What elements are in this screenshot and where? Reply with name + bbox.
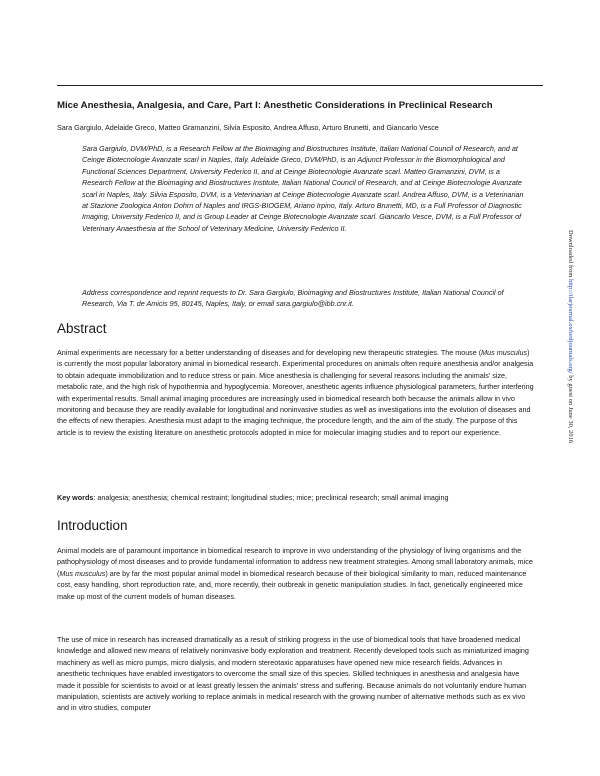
download-suffix: by guest on June 30, 2016 (567, 373, 574, 444)
introduction-paragraph-2: The use of mice in research has increased dramatically as a result of striking progress in the use of biomedical tools that have broadened medical knowledge and allowed new means of relatively noninvasive body exploration and treatment. Recently developed tools such as miniaturized imaging machinery as well as micro pumps, micro dialysis, and modern stereotaxic apparatuses have opened new mice research fields. Advances in anesthetic techniques have enabled investigators to overcome the small size of this species. Skilled techniques in anesthesia and analgesia have made it possible for scientists to avoid or at least greatly lessen the animals' stress and suffering. Because animals do not voluntarily endure human manipulation, scientists are actively working to replace animals in medical research with the growing number of alternative methods such as ex vivo and in vitro studies, computer (57, 635, 529, 713)
journal-link[interactable]: http://ilarjournal.oxfordjournals.org/ (567, 279, 574, 374)
introduction-paragraph-1 (57, 545, 535, 602)
article-title: Mice Anesthesia, Analgesia, and Care, Part I: Anesthetic Considerations in Preclinical Research (57, 100, 493, 111)
introduction-heading: Introduction (57, 518, 128, 533)
header-rule (57, 85, 543, 86)
correspondence-note: Address correspondence and reprint requests to Dr. Sara Gargiulo, Bioimaging and Biostructures Institute, Italian National Council of Research, Via T. de Amicis 95, 80145, Naples, Italy, or email sara.gargiulo@ibb.cnr.it. (82, 288, 504, 309)
keywords-label: Key words (57, 493, 94, 502)
abstract-text (57, 347, 535, 438)
abstract-species: Mus musculus (481, 348, 528, 357)
download-watermark (566, 230, 574, 550)
author-affiliations: Sara Gargiulo, DVM/PhD, is a Research Fellow at the Bioimaging and Biostructures Institute, Italian National Council of Research, and at Ceinge Biotecnologie Avanzate scarl in Naples, Italy. Adelaide Greco, DVM/PhD, is an Adjunct Professor in the Biomorphological and Functional Sciences Department, University Federico II, and at Ceinge Biotecnologie Avanzate scarl. Matteo Gramanzini, DVM, is a Research Fellow at the Bioimaging and Biostructures Institute, Italian National Council of Research, and at Ceinge Biotecnologie Avanzate scarl in Naples, Italy. Silvia Esposito, DVM, is a Veterinarian at Ceinge Biotecnologie Avanzate scarl. Andrea Affuso, DVM, is a Veterinarian at Stazione Zoologica Anton Dohrn of Naples and IRGS-BIOGEM, Ariano Irpino, Italy. Arturo Brunetti, MD, is a Full Professor of Diagnostic Imaging, University Federico II, and is Group Leader at Ceinge Biotecnologie Avanzate scarl. Giancarlo Vesce, DVM, is a Full Professor of Veterinary Anaesthesia at the School of Veterinary Medicine, University Federico II. (82, 144, 524, 233)
keywords-text: : analgesia; anesthesia; chemical restraint; longitudinal studies; mice; preclinical research; small animal imaging (93, 493, 449, 502)
abstract-text-a: Animal experiments are necessary for a better understanding of diseases and for developing new therapeutic strategies. The mouse ( (57, 348, 482, 357)
abstract-heading: Abstract (57, 321, 107, 336)
intro-p1-b: ) are by far the most popular animal model in biomedical research because of their biological similarity to man, reduced maintenance cost, easy handling, short reproduction rate, and, more recently, their outbreak in genetic manipulation studies. In fact, genetically engineered mice make up most of the current models of human diseases. (57, 568, 527, 601)
intro-p1-species: Mus musculus (59, 568, 106, 578)
abstract-text-b: ) is currently the most popular laboratory animal in biomedical research. Experimental procedures on animals often require anesthesia and/or analgesia to obtain adequate immobilization and to reduce stress or pain. Mice anesthesia is challenging for several reasons including the animals' size, metabolic rate, and the high risk of hypothermia and hypoglycemia. Moreover, anesthetic agents influence physiological parameters, further interfering with experimental results. Small animal imaging procedures are increasingly used in biomedical research both because the animals allow in vivo monitoring and because they are readily available for longitudinal and noninvasive studies as well as investigations into the evolution of diseases and the effects of new therapies. Anesthesia must adapt to the imaging technique, the procedure length, and the aim of the study. The purpose of this article is to review the existing literature on anesthetic protocols adopted in mice for molecular imaging studies and to report our experience. (57, 348, 534, 437)
keywords (57, 493, 543, 503)
download-prefix: Downloaded from (567, 230, 574, 280)
intro-p1-a: Animal models are of paramount importance in biomedical research to improve in vivo understanding of the physiology of living organisms and the pathophysiology of most diseases and to provide fundamental information to address new treatment strategies. Among small laboratory animals, mice ( (57, 546, 533, 578)
author-list: Sara Gargiulo, Adelaide Greco, Matteo Gramanzini, Silvia Esposito, Andrea Affuso, Arturo Brunetti, and Giancarlo Vesce (57, 123, 439, 132)
